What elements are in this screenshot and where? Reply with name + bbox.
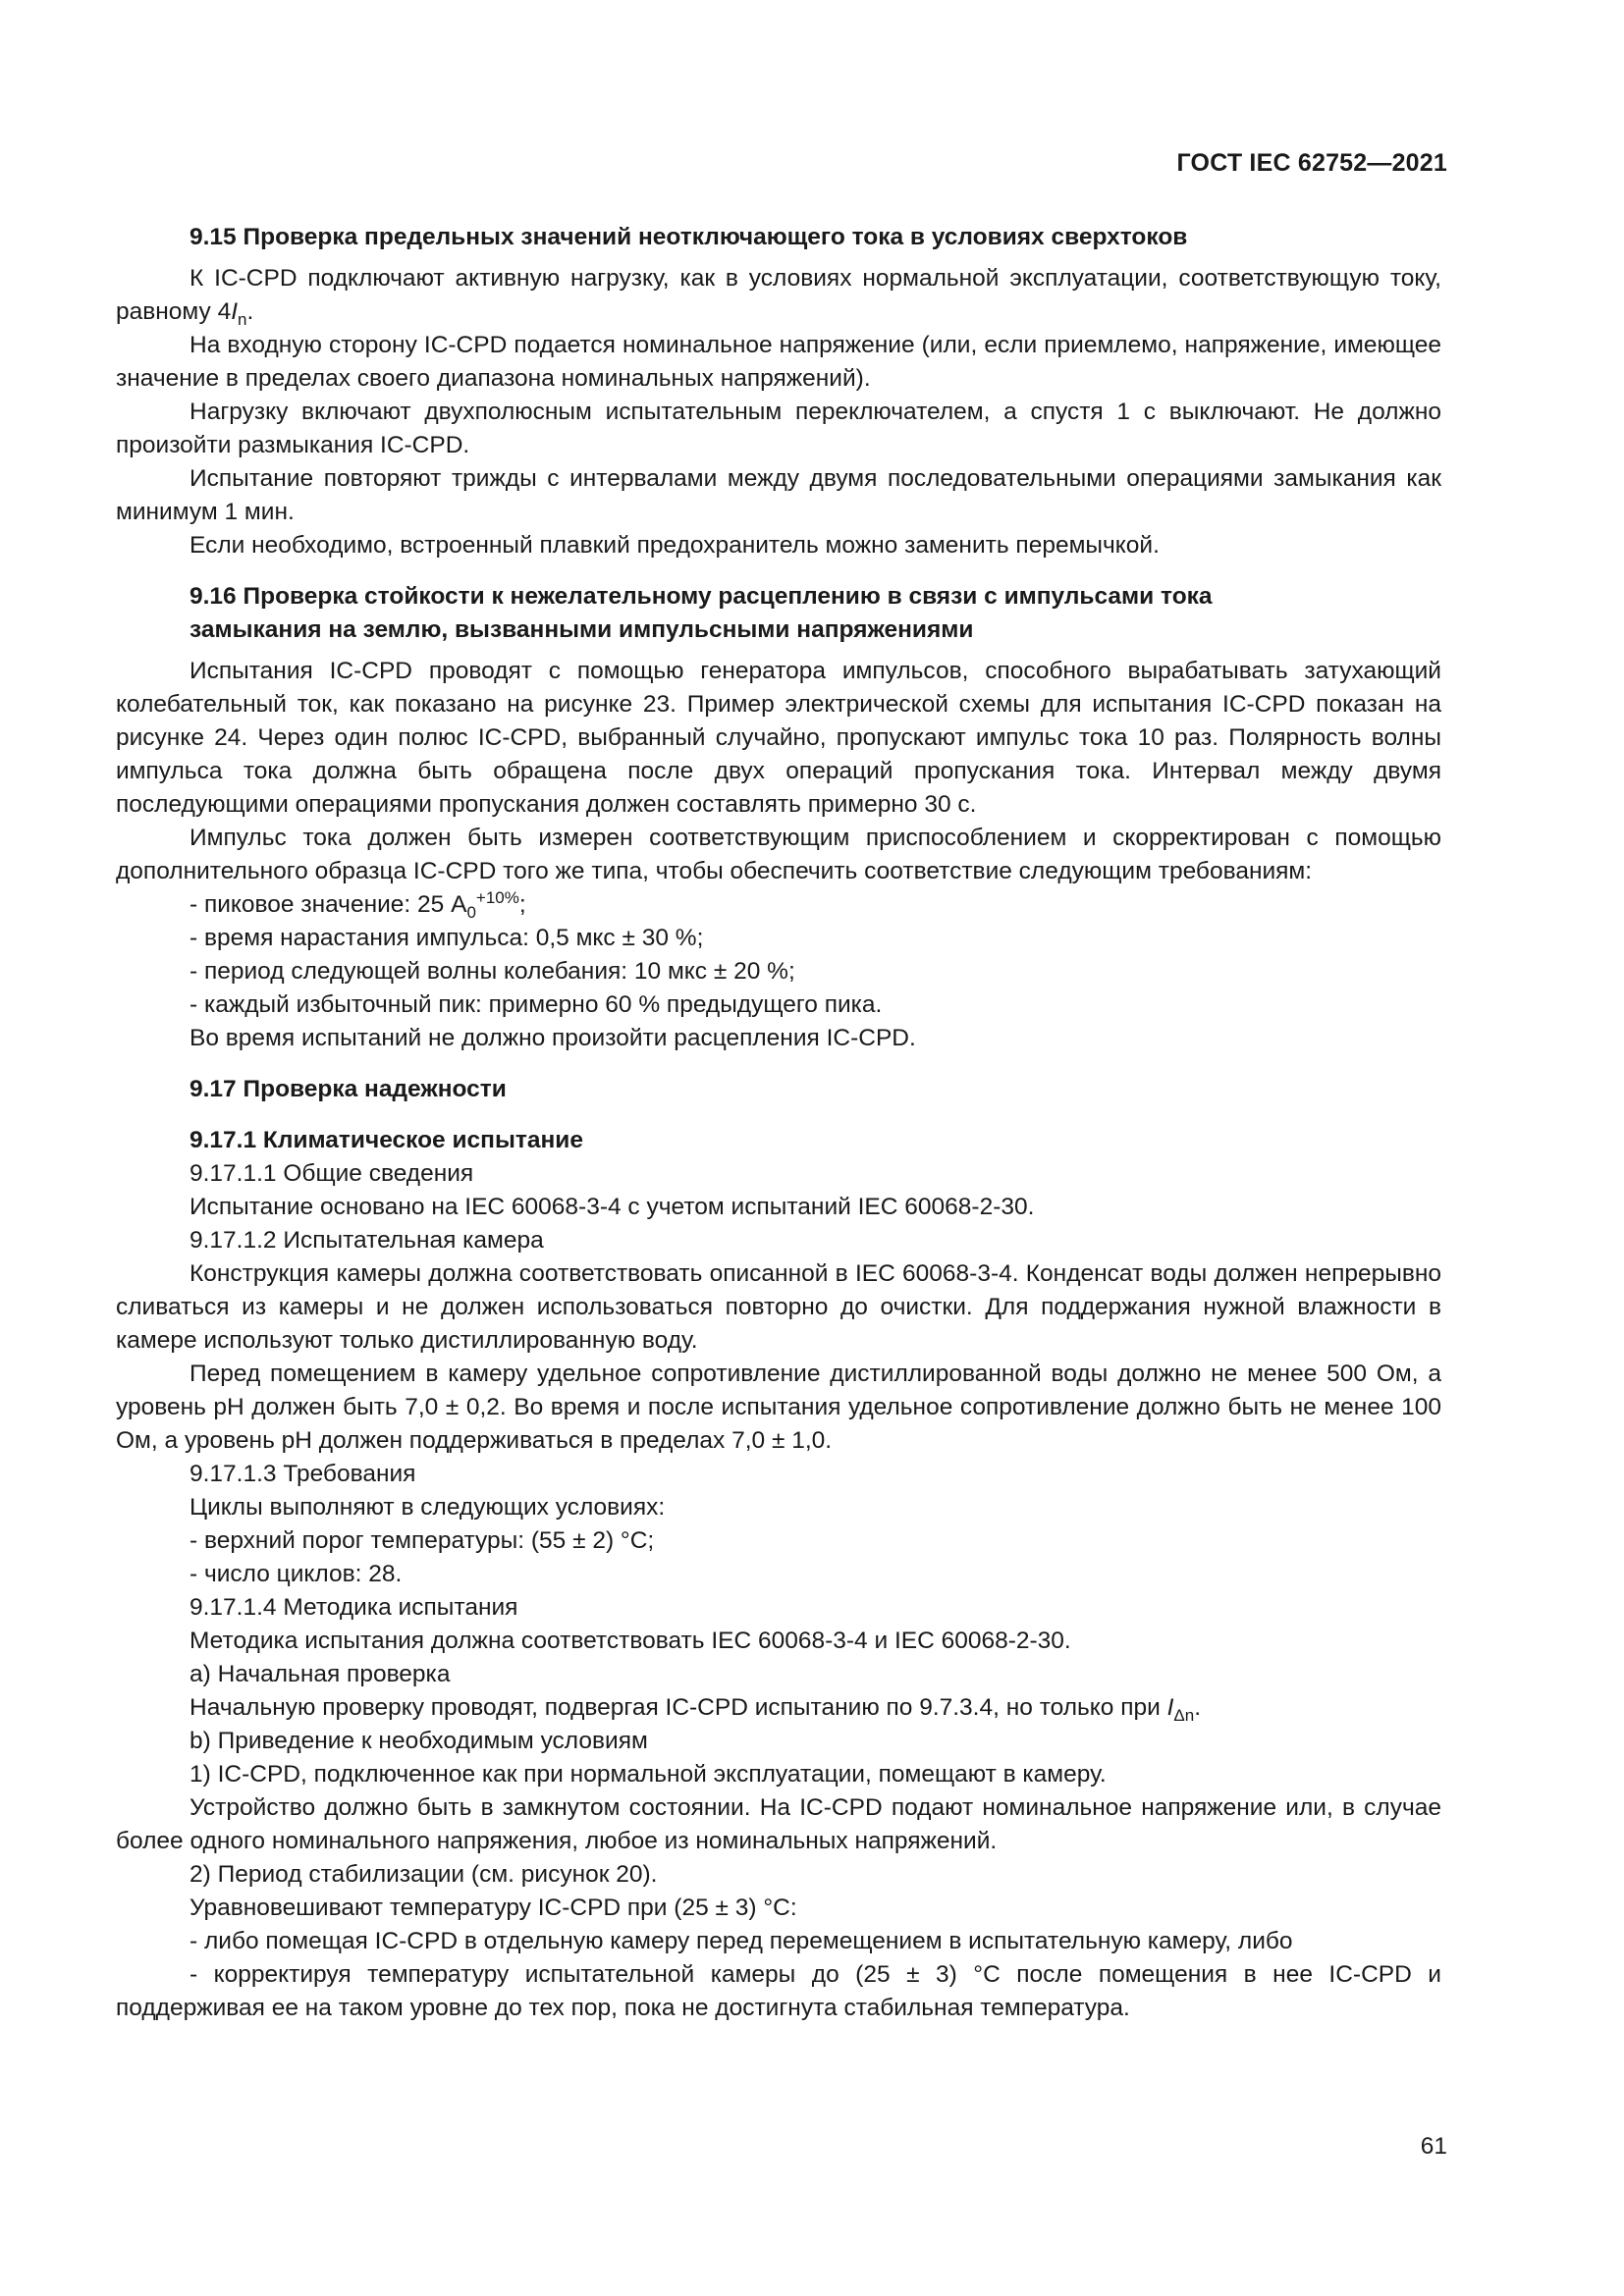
paragraph: К IC-CPD подключают активную нагрузку, как в условиях нормальной эксплуатации, соответствующую току, равному $4I_n$. [116, 265, 1441, 329]
subsection-title: 9.17.1.1 Общие сведения [189, 1160, 474, 1187]
list-item: - время нарастания импульса: 0,5 мкс ± 30 %; [189, 925, 704, 951]
subsection-title: 9.17.1.3 Требования [189, 1461, 416, 1487]
list-item: - корректируя температуру испытательной камеры до (25 ± 3) °C после помещения в нее IC-CPD и поддерживая ее на таком уровне до тех пор, пока не достигнута стабильная температура. [116, 1961, 1441, 2021]
document-code: ГОСТ IEC 62752—2021 [1176, 149, 1447, 177]
section-9-17-title: 9.17 Проверка надежности [189, 1076, 507, 1102]
paragraph: Испытания IC-CPD проводят с помощью генератора импульсов, способного вырабатывать затухающий колебательный ток, как показано на рисунке 23. Пример электрической схемы для испытания IC-CPD показан на рисунке 24. Через один полюс IC-CPD, выбранный случайно, пропускают импульс тока 10 раз. Полярность волны импульса тока должна быть обращена после двух операций пропускания тока. Интервал между двумя последующими операциями пропускания должен составлять примерно 30 с. [116, 658, 1441, 818]
list-item: b) Приведение к необходимым условиям [189, 1728, 648, 1754]
paragraph: Начальную проверку проводят, подвергая IC-CPD испытанию по 9.7.3.4, но только при $I_{\Delta n}$. [189, 1694, 1202, 1725]
list-item: a) Начальная проверка [189, 1661, 451, 1687]
page-content [116, 221, 1441, 2025]
paragraph: Конструкция камеры должна соответствовать описанной в IEC 60068-3-4. Конденсат воды должен непрерывно сливаться из камеры и не должен использоваться повторно до очистки. Для поддержания нужной влажности в камере используют только дистиллированную воду. [116, 1260, 1441, 1354]
list-item: - период следующей волны колебания: 10 мкс ± 20 %; [189, 958, 795, 985]
list-item: - либо помещая IC-CPD в отдельную камеру перед перемещением в испытательную камеру, либо [189, 1928, 1293, 1954]
paragraph: Если необходимо, встроенный плавкий предохранитель можно заменить перемычкой. [189, 532, 1160, 559]
section-9-16-title-cont: замыкания на землю, вызванными импульсными напряжениями [189, 616, 974, 643]
paragraph: Циклы выполняют в следующих условиях: [189, 1494, 666, 1521]
paragraph: Импульс тока должен быть измерен соответствующим приспособлением и скорректирован с помощью дополнительного образца IC-CPD того же типа, чтобы обеспечить соответствие следующим требованиям: [116, 825, 1441, 884]
section-9-15-title: 9.15 Проверка предельных значений неотключающего тока в условиях сверхтоков [189, 224, 1188, 250]
paragraph: Испытание повторяют трижды с интервалами между двумя последовательными операциями замыкания как минимум 1 мин. [116, 465, 1441, 525]
subsection-title: 9.17.1.2 Испытательная камера [189, 1227, 544, 1254]
section-9-16-title: 9.16 Проверка стойкости к нежелательному расцеплению в связи с импульсами тока [189, 583, 1213, 610]
list-item: 1) IC-CPD, подключенное как при нормальной эксплуатации, помещают в камеру. [189, 1761, 1107, 1788]
list-item: - пиковое значение: 25 $A_0^{+10\%}$; [189, 887, 526, 922]
list-item: 2) Период стабилизации (см. рисунок 20). [189, 1861, 658, 1888]
paragraph: Во время испытаний не должно произойти расцепления IC-CPD. [189, 1025, 916, 1051]
paragraph: Устройство должно быть в замкнутом состоянии. На IC-CPD подают номинальное напряжение или, в случае более одного номинального напряжения, любое из номинальных напряжений. [116, 1794, 1441, 1854]
list-item: - каждый избыточный пик: примерно 60 % предыдущего пика. [189, 991, 883, 1018]
paragraph: Перед помещением в камеру удельное сопротивление дистиллированной воды должно не менее 500 Ом, а уровень pH должен быть 7,0 ± 0,2. Во время и после испытания удельное сопротивление должно быть не менее 100 Ом, а уровень pH должен поддерживаться в пределах 7,0 ± 1,0. [116, 1361, 1441, 1454]
subsection-title: 9.17.1.4 Методика испытания [189, 1594, 518, 1621]
paragraph: Нагрузку включают двухполюсным испытательным переключателем, а спустя 1 с выключают. Не должно произойти размыкания IC-CPD. [116, 399, 1441, 458]
list-item: - верхний порог температуры: (55 ± 2) °C; [189, 1527, 655, 1554]
page-number: 61 [1420, 2133, 1447, 2160]
list-item: - число циклов: 28. [189, 1561, 403, 1587]
paragraph: На входную сторону IC-CPD подается номинальное напряжение (или, если приемлемо, напряжение, имеющее значение в пределах своего диапазона номинальных напряжений). [116, 332, 1441, 392]
paragraph: Уравновешивают температуру IC-CPD при (25 ± 3) °C: [189, 1895, 797, 1921]
paragraph: Методика испытания должна соответствовать IEC 60068-3-4 и IEC 60068-2-30. [189, 1628, 1071, 1654]
section-9-17-1-title: 9.17.1 Климатическое испытание [189, 1127, 583, 1153]
paragraph: Испытание основано на IEC 60068-3-4 с учетом испытаний IEC 60068-2-30. [189, 1194, 1035, 1220]
